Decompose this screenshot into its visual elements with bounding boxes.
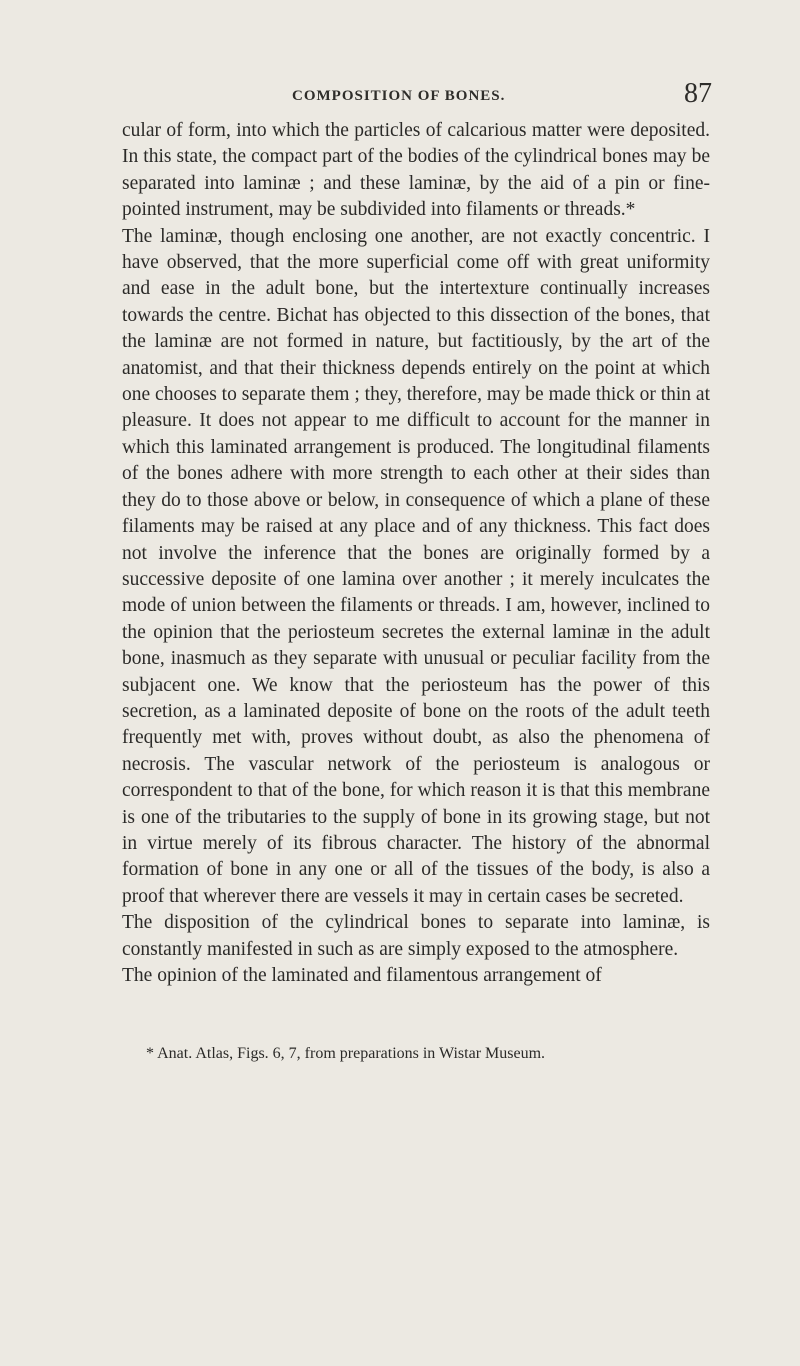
- running-head: [112, 78, 712, 108]
- paragraph-3: The disposition of the cylindrical bones to separate into laminæ, is constantly manifested in such as are simply exposed to the atmosphere.: [122, 912, 710, 960]
- page-number: 87: [684, 78, 712, 109]
- paragraph-4: The opinion of the laminated and filamentous arrangement of: [122, 965, 602, 986]
- page-title: COMPOSITION OF BONES.: [292, 88, 506, 104]
- body-text: [122, 118, 710, 989]
- paragraph-2: The laminæ, though enclosing one another, are not exactly concentric. I have observed, that the more superficial come off with great uniformity and ease in the adult bone, but the intertexture continually increases towards the centre. Bichat has objected to this dissection of the bones, that the laminæ are not formed in nature, but factitiously, by the art of the anatomist, and that their thickness depends entirely on the point at which one chooses to separate them ; they, therefore, may be made thick or thin at pleasure. It does not appear to me difficult to account for the manner in which this laminated arrangement is produced. The longitudinal filaments of the bones adhere with more strength to each other at their sides than they do to those above or below, in consequence of which a plane of these filaments may be raised at any place and of any thickness. This fact does not involve the inference that the bones are originally formed by a successive deposite of one lamina over another ; it merely inculcates the mode of union between the filaments or threads. I am, however, inclined to the opinion that the periosteum secretes the external laminæ in the adult bone, inasmuch as they separate with unusual or peculiar facility from the subjacent one. We know that the periosteum has the power of this secretion, as a laminated deposite of bone on the roots of the adult teeth frequently met with, proves without doubt, as also the phenomena of necrosis. The vascular network of the periosteum is analogous or correspondent to that of the bone, for which reason it is that this membrane is one of the tributaries to the supply of bone in its growing stage, but not in virtue merely of its fibrous character. The history of the abnormal formation of bone in any one or all of the tissues of the body, is also a proof that wherever there are vessels it may in certain cases be secreted.: [122, 225, 710, 907]
- paragraph-1: cular of form, into which the particles of calcarious matter were deposited. In this state, the compact part of the bodies of the cylindrical bones may be separated into laminæ ; and these laminæ, by the aid of a pin or fine-pointed instrument, may be subdivided into filaments or threads.*: [122, 120, 710, 221]
- footnote: * Anat. Atlas, Figs. 6, 7, from preparations in Wistar Museum.: [146, 1045, 546, 1062]
